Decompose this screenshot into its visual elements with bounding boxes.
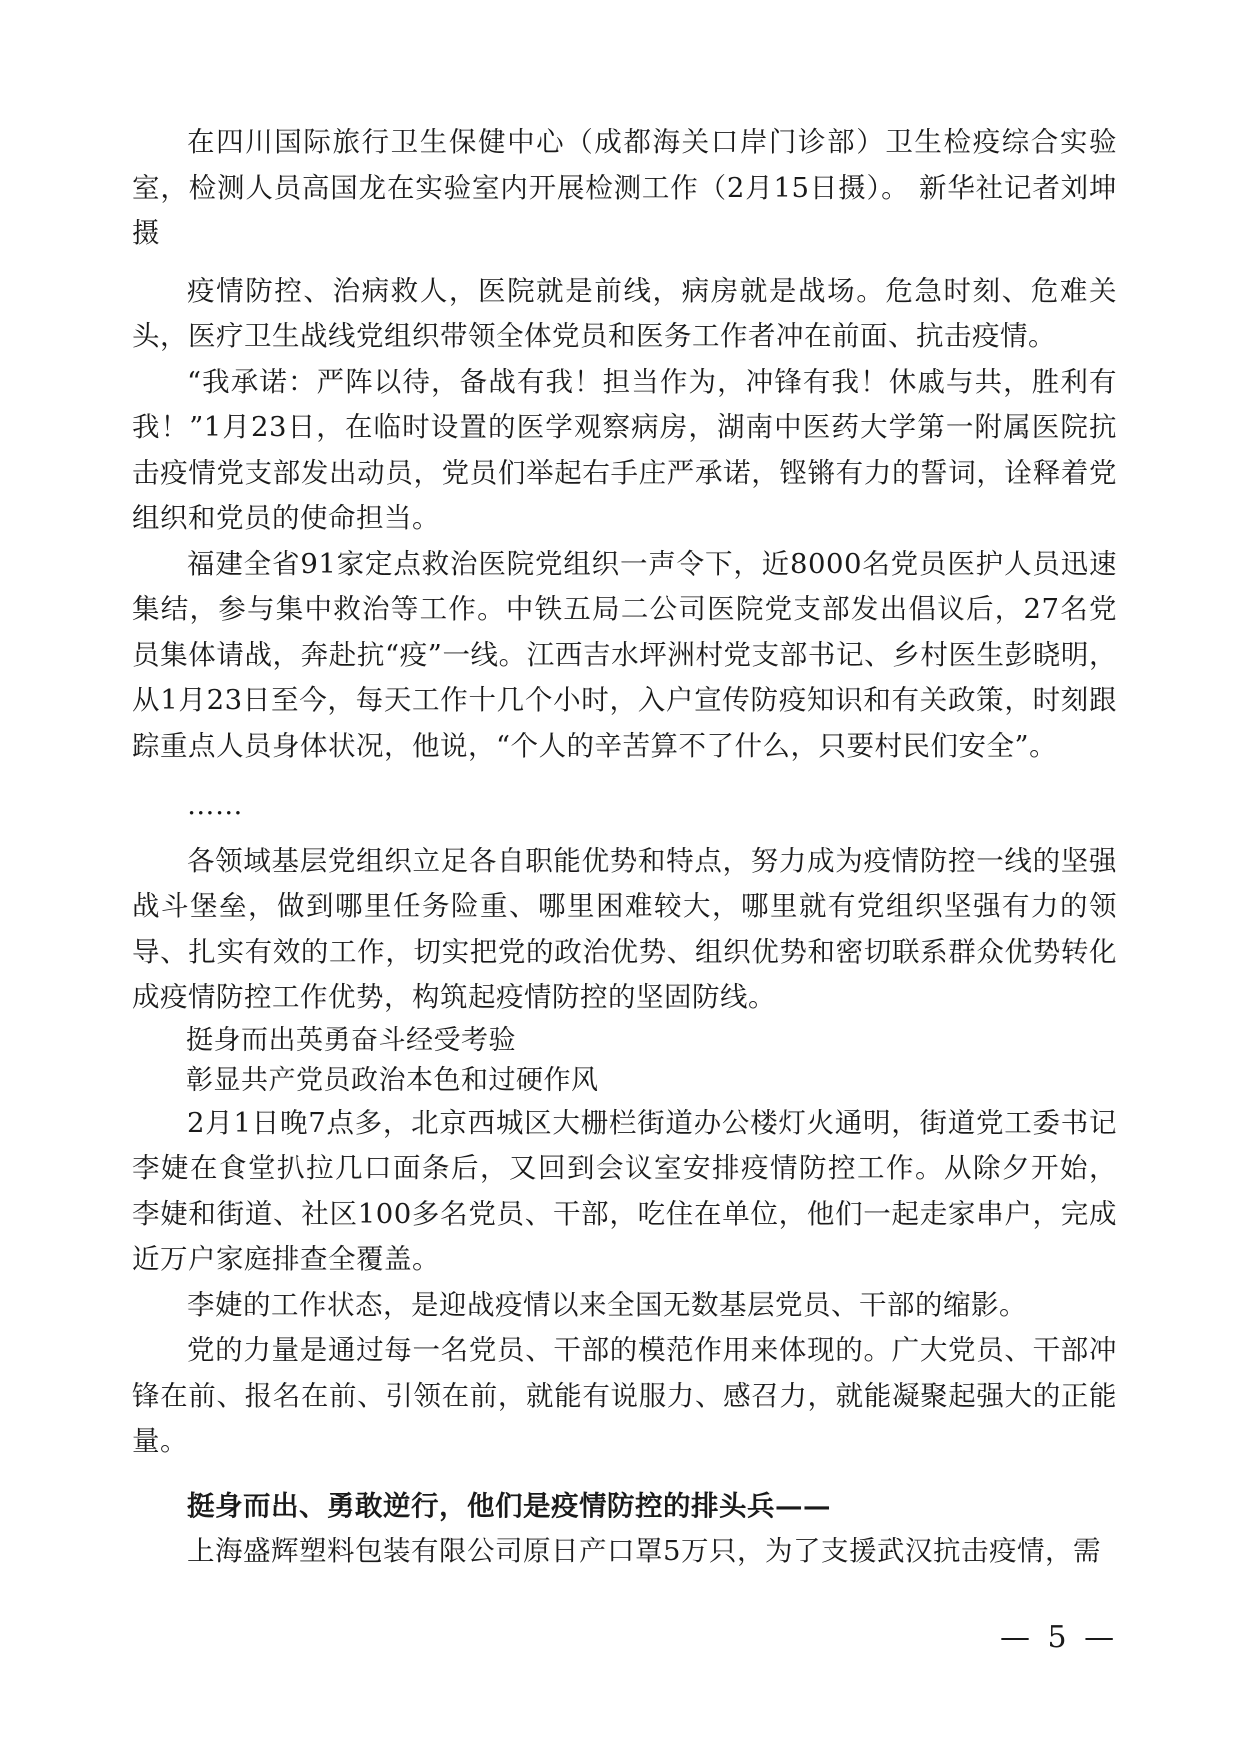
photo-caption: 在四川国际旅行卫生保健中心（成都海关口岸门诊部）卫生检疫综合实验室，检测人员高国龙在实验室内开展检测工作（2月15日摄）。 新华社记者刘坤摄	[132, 126, 1117, 249]
page-number: — 5 —	[1000, 1620, 1119, 1655]
ellipsis: ……	[187, 789, 243, 821]
article-body	[132, 120, 1117, 1574]
section-heading-line-1: 挺身而出英勇奋斗经受考验	[186, 1024, 516, 1056]
paragraph: 各领域基层党组织立足各自职能优势和特点，努力成为疫情防控一线的坚强战斗堡垒，做到哪里任务险重、哪里困难较大，哪里就有党组织坚强有力的领导、扎实有效的工作，切实把党的政治优势、组织优势和密切联系群众优势转化成疫情防控工作优势，构筑起疫情防控的坚固防线。	[132, 844, 1117, 1013]
section-heading-line-2: 彰显共产党员政治本色和过硬作风	[186, 1064, 599, 1096]
paragraph: 疫情防控、治病救人，医院就是前线，病房就是战场。危急时刻、危难关头，医疗卫生战线党组织带领全体党员和医务工作者冲在前面、抗击疫情。	[132, 274, 1117, 352]
paragraph: 2月1日晚7点多，北京西城区大栅栏街道办公楼灯火通明，街道党工委书记李婕在食堂扒拉几口面条后，又回到会议室安排疫情防控工作。从除夕开始， 李婕和街道、社区100多名党员、干部，吃住在单位，他们一起走家串户，完成近万户家庭排查全覆盖。	[132, 1106, 1117, 1275]
paragraph: 党的力量是通过每一名党员、干部的模范作用来体现的。广大党员、干部冲锋在前、报名在前、引领在前，就能有说服力、感召力，就能凝聚起强大的正能量。	[132, 1334, 1117, 1457]
paragraph: 李婕的工作状态，是迎战疫情以来全国无数基层党员、干部的缩影。	[187, 1288, 1027, 1321]
paragraph: “我承诺：严阵以待，备战有我！担当作为，冲锋有我！休戚与共，胜利有我！”1月23日，在临时设置的医学观察病房，湖南中医药大学第一附属医院抗击疫情党支部发出动员，党员们举起右手庄严承诺，铿锵有力的誓词，诠释着党组织和党员的使命担当。	[132, 365, 1117, 534]
paragraph: 上海盛辉塑料包装有限公司原日产口罩5万只，为了支援武汉抗击疫情，需	[187, 1534, 1101, 1567]
paragraph: 福建全省91家定点救治医院党组织一声令下，近8000名党员医护人员迅速集结，参与集中救治等工作。中铁五局二公司医院党支部发出倡议后，27名党员集体请战，奔赴抗“疫”一线。江西吉水坪洲村党支部书记、乡村医生彭晓明，从1月23日至今，每天工作十几个小时，入户宣传防疫知识和有关政策，时刻跟踪重点人员身体状况，他说，“个人的辛苦算不了什么，只要村民们安全”。	[132, 547, 1117, 762]
bold-lead-sentence: 挺身而出、勇敢逆行，他们是疫情防控的排头兵——	[187, 1489, 831, 1522]
